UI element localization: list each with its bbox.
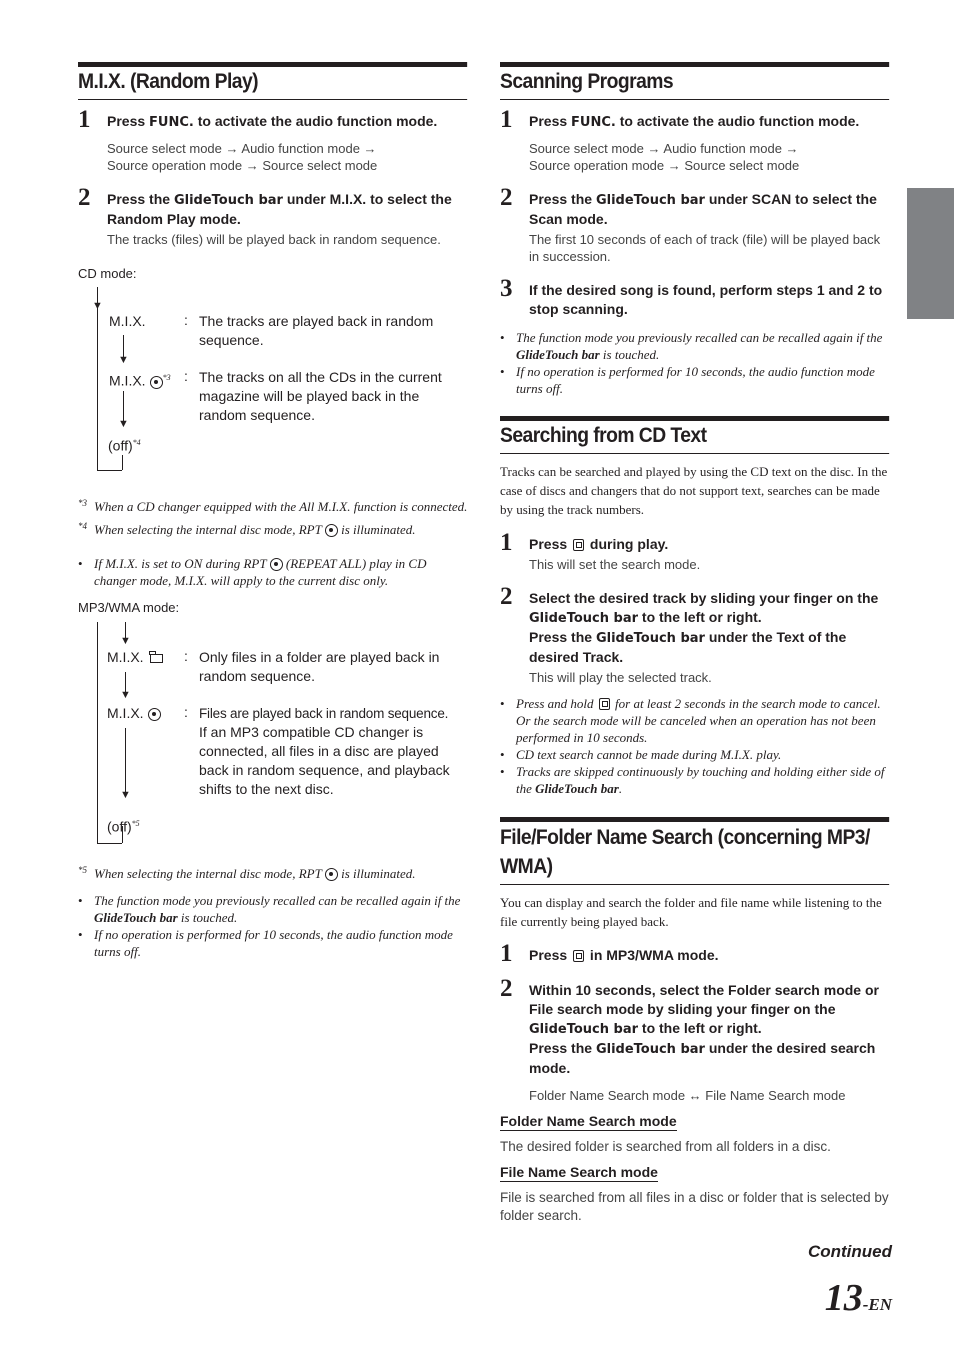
down-arrow: ▼ [118,354,129,366]
colon: : [184,368,188,384]
mix-heading: M.I.X. (Random Play) [78,62,467,100]
down-arrow: ▼ [120,689,131,701]
step-text: Select the desired track by sliding your finger on the GlideTouch bar to the left or right. Press the GlideTouch bar under the Text of the desired Track. [529,590,879,665]
colon: : [184,648,188,664]
step-number: 2 [500,583,513,610]
loop-line [97,843,122,844]
cd-row3-label: (off)$^{*4}$ [108,437,141,454]
disc-icon [325,868,338,881]
loop-line [122,455,123,470]
loop-line [97,470,122,471]
step-sub-1: Source select mode → Audio function mode → [529,141,799,156]
step-number: 1 [78,106,91,133]
cdtext-note-2: • CD text search cannot be made during M.I.X. play. [500,747,782,762]
footnote-mark: *4 [132,438,141,447]
footnote-5: *5 When selecting the internal disc mode, RPT is illuminated. [78,865,416,881]
step-number: 3 [500,275,513,302]
file-search-block [500,1164,890,1225]
left-column [78,62,468,960]
display-button-icon [599,698,610,710]
step-number: 2 [500,975,513,1002]
step-number: 2 [78,184,91,211]
folder-intro: You can display and search the folder and file name while listening to the file currently being played back. [500,895,882,929]
footnote-4: *4 When selecting the internal disc mode, RPT is illuminated. [78,521,416,537]
right-column [500,62,890,1225]
folder-search-subheading: Folder Name Search mode [500,1113,677,1129]
footnote-mark: *3 [162,373,171,382]
loop-line [122,826,123,843]
display-button-icon [573,950,584,962]
cd-row1-label: M.I.X. [109,313,146,329]
note-repeat: • If M.I.X. is set to ON during RPT (REPEAT ALL) play in CD changer mode, M.I.X. will apply to the current disc only. [78,556,427,588]
folder-search-text: The desired folder is searched from all folders in a disc. [500,1139,831,1154]
cd-mode-diagram [78,287,468,477]
down-arrow: ▼ [120,789,131,801]
flow-line [125,728,126,795]
mp3-row1-label: M.I.X. [107,648,163,667]
scan-notes [500,329,890,397]
colon: : [184,704,188,720]
mp3-row3-label: (off)$^{*5}$ [107,818,140,835]
step-sub: Folder Name Search mode ↔ File Name Search mode [529,1088,846,1103]
step-text: Press during play. [529,536,669,552]
step-sub-2: Source operation mode → Source select mode [529,158,800,173]
step-sub-1: Source select mode → Audio function mode → [107,141,377,156]
scan-step-1 [500,106,890,174]
scan-step-3 [500,275,890,319]
down-arrow: ▼ [120,635,131,647]
cdtext-step-2 [500,583,890,686]
step-sub: This will set the search mode. [529,557,701,572]
mix-step-2 [78,184,468,248]
folder-search-block [500,1113,890,1155]
step-sub: This will play the selected track. [529,670,712,685]
mix-step-1 [78,106,468,174]
scan-note-1: • The function mode you previously recalled can be recalled again if the GlideTouch bar is touched. [500,330,883,362]
continued-label: Continued [807,1242,892,1261]
cdtext-step-1 [500,529,890,573]
cdtext-note-1: • Press and hold for at least 2 seconds in the search mode to cancel. Or the search mode will be canceled when an operation has not been performed in 10 seconds. [500,696,881,745]
footnote-3: *3 When a CD changer equipped with the All M.I.X. function is connected. [78,498,468,514]
step-number: 2 [500,184,513,211]
step-sub: The tracks (files) will be played back in random sequence. [107,232,441,247]
cd-row2-label: M.I.X. $^{*3}$ [109,372,171,389]
mp3-row2-label: M.I.X. [107,704,161,723]
step-sub-2: Source operation mode → Source select mode [107,158,378,173]
mp3-footnotes [78,865,468,960]
cd-footnotes [78,498,468,589]
cd-mode-label: CD mode: [78,266,137,281]
mp3-row2-desc: Files are played back in random sequence. If an MP3 compatible CD changer is connected, all files in a disc are played back in random sequence, and playback shifts to the next disc. [199,706,450,797]
disc-icon [270,558,283,571]
disc-icon [150,376,163,389]
folder-step-1 [500,940,890,967]
step-number: 1 [500,106,513,133]
step-text: Press in MP3/WMA mode. [529,947,719,963]
loop-line [97,622,98,843]
scan-step-2 [500,184,890,265]
section-tab [907,188,954,319]
step-text: Press the GlideTouch bar under SCAN to select the Scan mode. [529,191,877,227]
page-number: 13-EN [824,1277,892,1319]
cd-row1-desc: The tracks are played back in random sequence. [199,313,434,348]
mp3-row1-desc: Only files in a folder are played back in random sequence. [199,649,440,684]
step-text: If the desired song is found, perform steps 1 and 2 to stop scanning. [529,282,883,317]
cdtext-heading: Searching from CD Text [500,416,889,454]
file-search-subheading: File Name Search mode [500,1164,658,1180]
folder-heading: File/Folder Name Search (concerning MP3/ WMA) [500,817,889,885]
folder-step-2 [500,975,890,1104]
cdtext-intro: Tracks can be searched and played by using the CD text on the disc. In the case of discs and changers that do not support text, searches can be made by using the track numbers. [500,464,888,517]
mp3-mode-diagram [78,622,468,848]
cd-row2-desc: The tracks on all the CDs in the current magazine will be played back in the random sequence. [199,369,442,423]
down-arrow: ▼ [92,300,103,312]
folder-icon [150,654,163,663]
step-number: 1 [500,529,513,556]
step-text: Press FUNC. to activate the audio function mode. [529,113,860,130]
cdtext-notes [500,695,890,797]
disc-icon [148,708,161,721]
disc-icon [325,524,338,537]
mix-note-2: • If no operation is performed for 10 seconds, the audio function mode turns off. [78,927,453,959]
colon: : [184,312,188,328]
scan-heading: Scanning Programs [500,62,889,100]
file-search-text: File is searched from all files in a disc or folder that is selected by folder search. [500,1190,889,1223]
step-text: Press FUNC. to activate the audio function mode. [107,113,438,130]
footnote-mark: *5 [131,819,140,828]
step-number: 1 [500,940,513,967]
step-sub: The first 10 seconds of each of track (file) will be played back in succession. [529,232,881,264]
loop-line [97,287,98,470]
mix-note-1: • The function mode you previously recalled can be recalled again if the GlideTouch bar is touched. [78,893,461,925]
cdtext-note-3: • Tracks are skipped continuously by touching and holding either side of the GlideTouch bar. [500,764,885,796]
scan-note-2: • If no operation is performed for 10 seconds, the audio function mode turns off. [500,364,875,396]
step-text: Within 10 seconds, select the Folder search mode or File search mode by sliding your finger on the GlideTouch bar to the left or right. Press the GlideTouch bar under the desired search mode. [529,982,879,1076]
mp3-mode-label: MP3/WMA mode: [78,600,180,615]
display-button-icon [573,539,584,551]
down-arrow: ▼ [118,418,129,430]
step-text: Press the GlideTouch bar under M.I.X. to select the Random Play mode. [107,191,452,227]
